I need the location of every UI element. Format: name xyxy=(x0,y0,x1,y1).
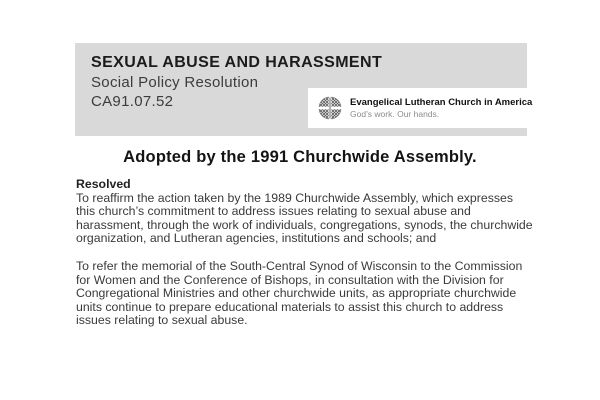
elca-emblem-icon xyxy=(318,96,342,120)
adopted-heading: Adopted by the 1991 Churchwide Assembly. xyxy=(123,148,477,166)
elca-tagline: God’s work. Our hands. xyxy=(350,108,440,119)
resolution-code: CA91.07.52 xyxy=(91,93,174,110)
document-subtitle: Social Policy Resolution xyxy=(91,74,259,91)
elca-org-name: Evangelical Lutheran Church in America xyxy=(350,96,533,108)
elca-logo xyxy=(308,88,542,128)
document-title: SEXUAL ABUSE AND HARASSMENT xyxy=(91,54,383,71)
resolution-paragraph-2: To refer the memorial of the South-Central Synod of Wisconsin to the Commission for Women and the Conference of Bishops, in consultation with the Division for Congregational Ministries and other churchwide units, as appropriate churchwide units continue to prepare educational materials to assist this church to address issues relating to sexual abuse. xyxy=(76,258,523,328)
resolution-body xyxy=(76,178,534,342)
elca-logo-text xyxy=(350,97,532,120)
resolved-label: Resolved xyxy=(76,177,131,191)
resolution-paragraph-1: To reaffirm the action taken by the 1989 Churchwide Assembly, which expresses this church’s commitment to address issues relating to sexual abuse and harassment, through the work of individuals, congregations, synods, the churchwide organization, and Lutheran agencies, institutions and schools; and xyxy=(76,190,533,246)
